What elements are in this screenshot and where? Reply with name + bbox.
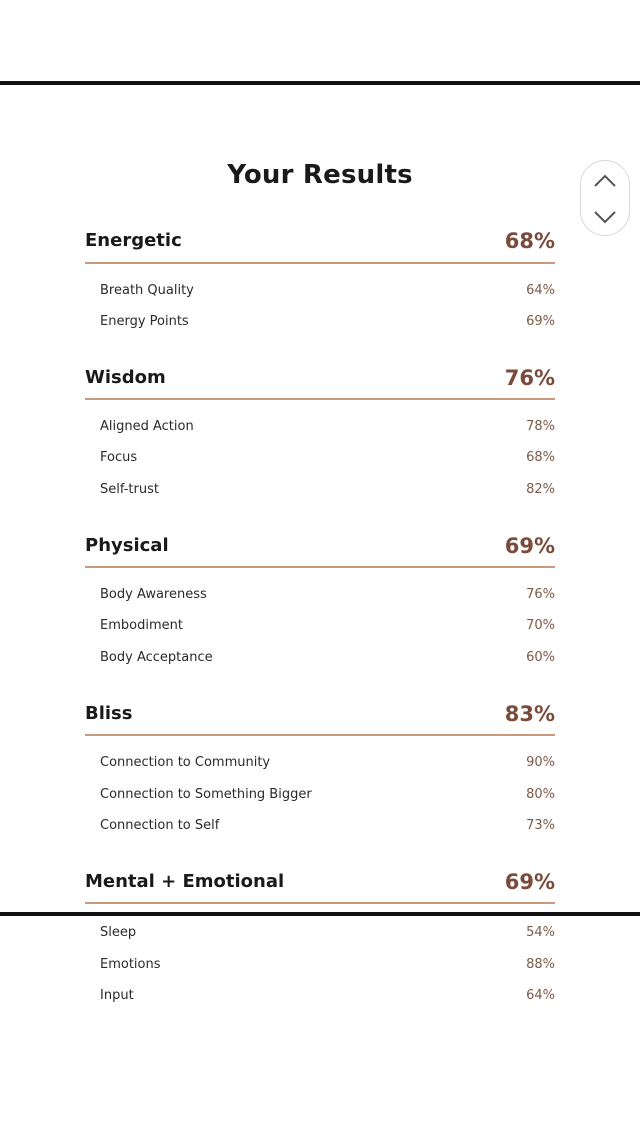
item-label: Body Acceptance: [100, 650, 213, 665]
section-divider: [85, 734, 555, 736]
item-label: Focus: [100, 450, 138, 465]
section-title: Wisdom: [85, 367, 166, 388]
item-label: Connection to Community: [100, 755, 271, 770]
item-label: Energy Points: [100, 314, 189, 329]
item-label: Embodiment: [100, 618, 183, 633]
item-label: Sleep: [100, 925, 137, 940]
list-item: [100, 785, 555, 805]
page-title: Your Results: [227, 160, 413, 190]
section-divider: [85, 398, 555, 400]
list-item: [100, 955, 555, 975]
chevron-down-icon: [593, 210, 617, 224]
section-divider: [85, 902, 555, 904]
section-title: Bliss: [85, 703, 133, 724]
item-score: 88%: [526, 957, 555, 972]
scroll-down-button[interactable]: [581, 199, 629, 235]
item-label: Breath Quality: [100, 283, 194, 298]
list-item: [100, 448, 555, 468]
item-score: 60%: [526, 650, 555, 665]
item-label: Connection to Something Bigger: [100, 787, 312, 802]
list-item: [100, 816, 555, 836]
section-title: Physical: [85, 535, 169, 556]
item-score: 78%: [526, 419, 555, 434]
item-score: 73%: [526, 818, 555, 833]
list-item: [100, 923, 555, 943]
list-item: [100, 417, 555, 437]
section-header-mental-emotional: [85, 867, 555, 897]
list-item: [100, 312, 555, 332]
item-score: 64%: [526, 283, 555, 298]
item-score: 82%: [526, 482, 555, 497]
scroll-navigator: [580, 160, 630, 236]
item-label: Aligned Action: [100, 419, 194, 434]
list-item: [100, 986, 555, 1006]
item-label: Emotions: [100, 957, 161, 972]
list-item: [100, 648, 555, 668]
item-score: 90%: [526, 755, 555, 770]
item-label: Connection to Self: [100, 818, 220, 833]
item-label: Input: [100, 988, 134, 1003]
section-score: 69%: [504, 534, 555, 558]
item-score: 70%: [526, 618, 555, 633]
section-divider: [85, 566, 555, 568]
item-score: 54%: [526, 925, 555, 940]
section-divider: [85, 262, 555, 264]
chevron-up-icon: [593, 174, 617, 188]
item-label: Body Awareness: [100, 587, 207, 602]
bottom-divider-bar: [0, 912, 640, 916]
section-title: Energetic: [85, 230, 182, 251]
section-header-wisdom: [85, 363, 555, 393]
section-score: 83%: [504, 702, 555, 726]
list-item: [100, 480, 555, 500]
list-item: [100, 753, 555, 773]
section-header-physical: [85, 531, 555, 561]
list-item: [100, 281, 555, 301]
list-item: [100, 616, 555, 636]
section-header-bliss: [85, 699, 555, 729]
list-item: [100, 585, 555, 605]
section-title: Mental + Emotional: [85, 871, 285, 892]
item-score: 68%: [526, 450, 555, 465]
section-score: 76%: [504, 366, 555, 390]
section-score: 69%: [504, 870, 555, 894]
section-header-energetic: [85, 226, 555, 256]
scroll-up-button[interactable]: [581, 163, 629, 199]
item-score: 69%: [526, 314, 555, 329]
item-score: 64%: [526, 988, 555, 1003]
item-label: Self-trust: [100, 482, 159, 497]
top-divider-bar: [0, 81, 640, 85]
item-score: 80%: [526, 787, 555, 802]
section-score: 68%: [504, 229, 555, 253]
item-score: 76%: [526, 587, 555, 602]
